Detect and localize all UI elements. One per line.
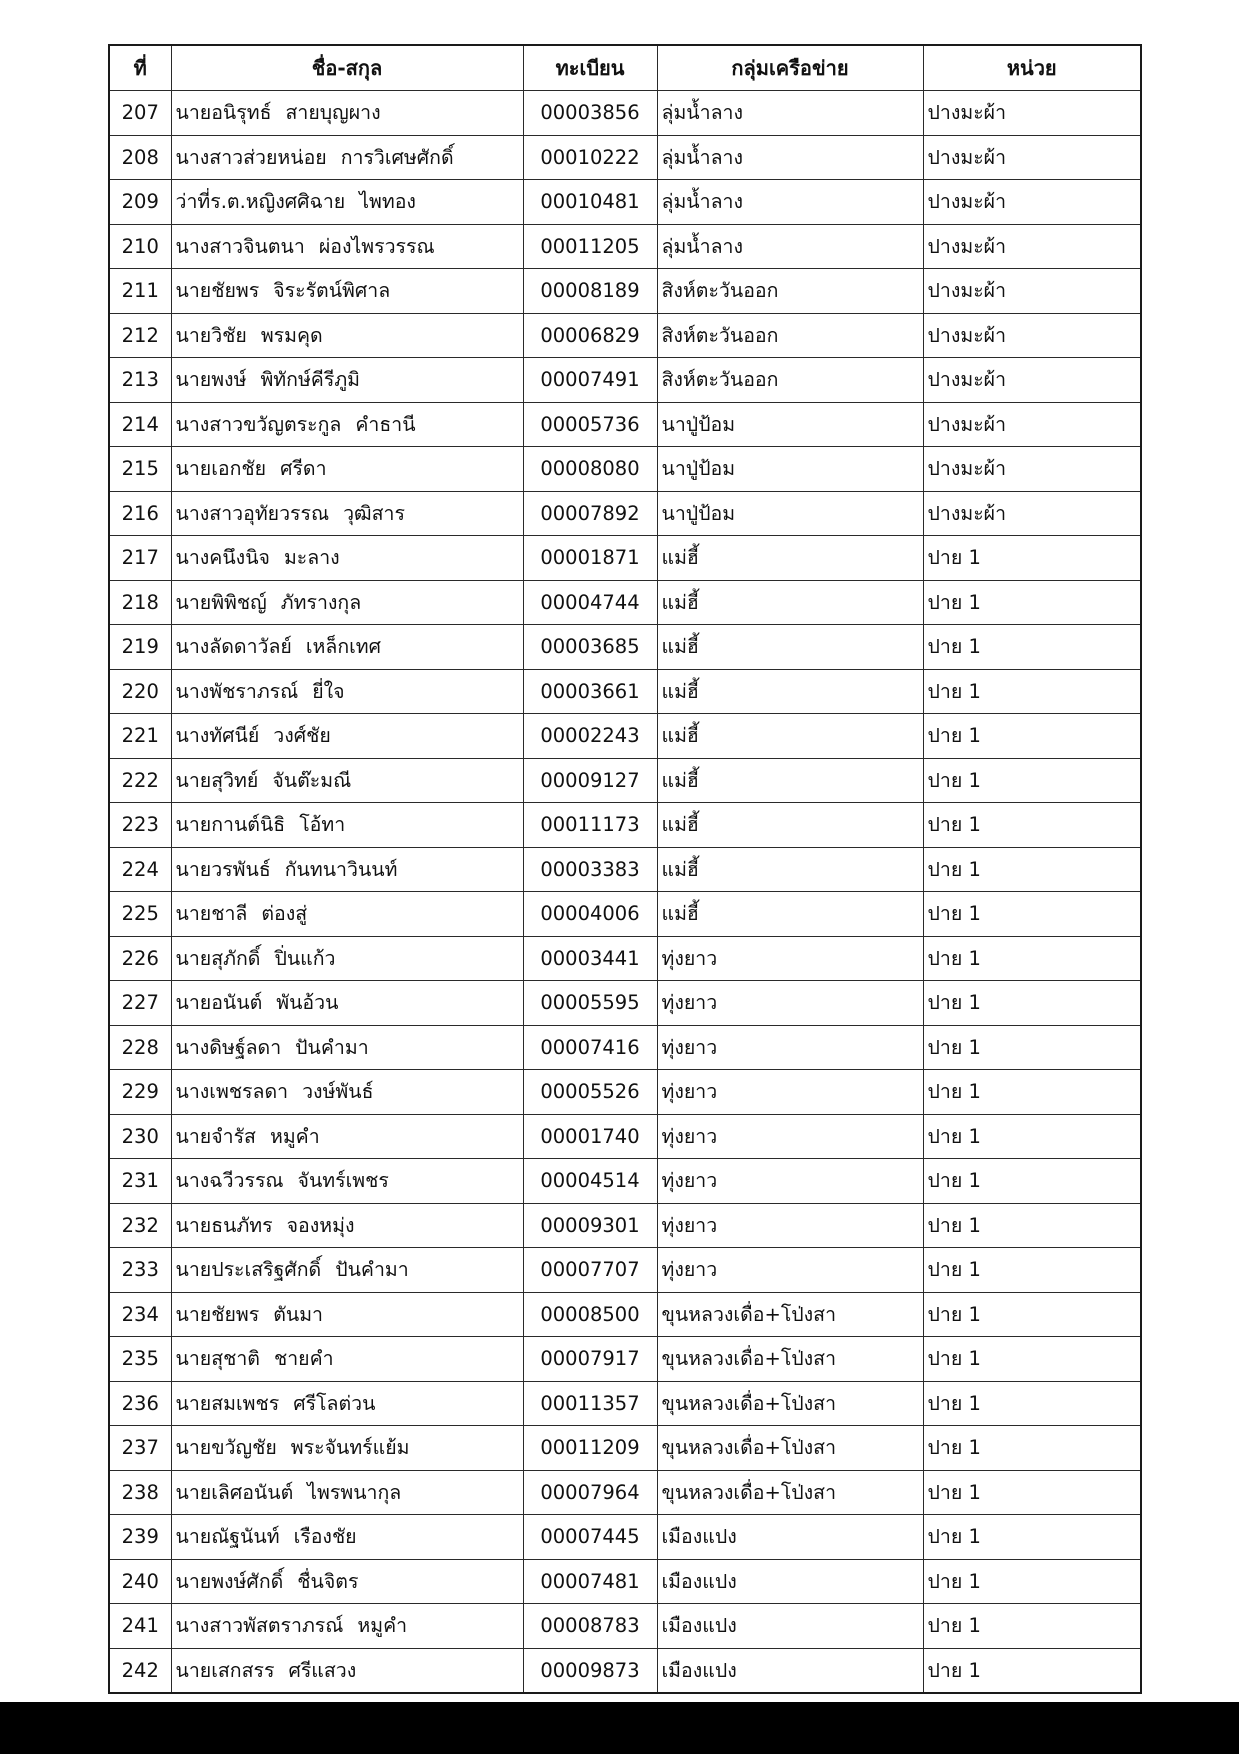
table-row: [109, 1292, 1141, 1337]
last-name: ชื่นจิตร: [297, 1569, 359, 1593]
person-name: [171, 1248, 523, 1293]
first-name: นางสาวขวัญตระกูล: [175, 412, 342, 436]
table-row: [109, 1604, 1141, 1649]
header-no: ที่: [109, 45, 171, 91]
person-name: [171, 91, 523, 136]
network-group: สิงห์ตะวันออก: [657, 269, 923, 314]
first-name: นายชัยพร: [175, 1302, 260, 1326]
table-row: [109, 180, 1141, 225]
row-number: 214: [109, 402, 171, 447]
table-row: [109, 1159, 1141, 1204]
unit-name: ปาย 1: [923, 1025, 1141, 1070]
network-group: ขุนหลวงเดื่อ+โป่งสา: [657, 1426, 923, 1471]
last-name: จันทร์เพชร: [297, 1169, 389, 1192]
first-name: นายเสกสรร: [175, 1658, 275, 1682]
person-name: [171, 580, 523, 625]
first-name: นายจำรัส: [175, 1124, 256, 1148]
last-name: จันต๊ะมณี: [272, 768, 352, 792]
network-group: เมืองแปง: [657, 1648, 923, 1693]
network-group: แม่ฮี้: [657, 625, 923, 670]
last-name: พิทักษ์คีรีภูมิ: [260, 368, 361, 391]
network-group: ลุ่มน้ำลาง: [657, 180, 923, 225]
first-name: นางดิษฐ์ลดา: [175, 1035, 282, 1059]
person-name: [171, 625, 523, 670]
person-name: [171, 1381, 523, 1426]
row-number: 239: [109, 1515, 171, 1560]
row-number: 236: [109, 1381, 171, 1426]
person-name: [171, 358, 523, 403]
header-row: [109, 45, 1141, 91]
table-row: [109, 491, 1141, 536]
unit-name: ปาย 1: [923, 847, 1141, 892]
table-row: [109, 447, 1141, 492]
row-number: 229: [109, 1070, 171, 1115]
network-group: แม่ฮี้: [657, 803, 923, 848]
table-row: [109, 669, 1141, 714]
table-row: [109, 1070, 1141, 1115]
table-row: [109, 358, 1141, 403]
registration-number: 00008500: [523, 1292, 657, 1337]
first-name: นายพิพิชญ์: [175, 590, 267, 614]
last-name: ชายคำ: [273, 1347, 334, 1370]
table-header: [109, 45, 1141, 91]
row-number: 233: [109, 1248, 171, 1293]
unit-name: ปาย 1: [923, 758, 1141, 803]
last-name: ไพรพนากุล: [307, 1480, 402, 1504]
network-group: ขุนหลวงเดื่อ+โป่งสา: [657, 1381, 923, 1426]
table-row: [109, 981, 1141, 1026]
row-number: 217: [109, 536, 171, 581]
row-number: 213: [109, 358, 171, 403]
scan-border-bar: [0, 1702, 1239, 1754]
registration-number: 00004006: [523, 892, 657, 937]
last-name: จิระรัตน์พิศาล: [273, 279, 391, 302]
unit-name: ปาย 1: [923, 936, 1141, 981]
table-row: [109, 936, 1141, 981]
table-row: [109, 1515, 1141, 1560]
person-name: [171, 536, 523, 581]
last-name: เรืองชัย: [293, 1525, 357, 1548]
first-name: นายณัฐนันท์: [175, 1525, 280, 1548]
registration-number: 00011357: [523, 1381, 657, 1426]
table-row: [109, 402, 1141, 447]
table-row: [109, 313, 1141, 358]
unit-name: ปาย 1: [923, 1070, 1141, 1115]
row-number: 210: [109, 224, 171, 269]
table-row: [109, 1381, 1141, 1426]
person-name: [171, 1292, 523, 1337]
network-group: แม่ฮี้: [657, 847, 923, 892]
table-row: [109, 1426, 1141, 1471]
first-name: ว่าที่ร.ต.หญิงศศิฉาย: [175, 190, 346, 213]
last-name: ยี่ใจ: [312, 679, 345, 703]
first-name: นายประเสริฐศักดิ์: [175, 1258, 322, 1281]
first-name: นายอนิรุทธ์: [175, 101, 272, 124]
row-number: 222: [109, 758, 171, 803]
unit-name: ปาย 1: [923, 1381, 1141, 1426]
unit-name: ปาย 1: [923, 892, 1141, 937]
table-row: [109, 803, 1141, 848]
network-group: ขุนหลวงเดื่อ+โป่งสา: [657, 1292, 923, 1337]
network-group: สิงห์ตะวันออก: [657, 313, 923, 358]
table-row: [109, 1559, 1141, 1604]
registration-number: 00004744: [523, 580, 657, 625]
table-row: [109, 625, 1141, 670]
last-name: ตันมา: [273, 1302, 324, 1326]
network-group: นาปู่ป้อม: [657, 402, 923, 447]
unit-name: ปาย 1: [923, 580, 1141, 625]
first-name: นายเลิศอนันต์: [175, 1480, 294, 1504]
last-name: ปันคำมา: [295, 1035, 369, 1059]
network-group: ทุ่งยาว: [657, 1025, 923, 1070]
first-name: นายสุวิทย์: [175, 768, 259, 792]
unit-name: ปาย 1: [923, 803, 1141, 848]
network-group: เมืองแปง: [657, 1559, 923, 1604]
row-number: 219: [109, 625, 171, 670]
last-name: จองหมุ่ง: [286, 1213, 355, 1237]
last-name: วงษ์พันธ์: [302, 1080, 374, 1103]
registration-number: 00007917: [523, 1337, 657, 1382]
row-number: 240: [109, 1559, 171, 1604]
person-name: [171, 402, 523, 447]
registration-number: 00011173: [523, 803, 657, 848]
person-name: [171, 224, 523, 269]
row-number: 232: [109, 1203, 171, 1248]
row-number: 231: [109, 1159, 171, 1204]
network-group: นาปู่ป้อม: [657, 447, 923, 492]
last-name: วงศ์ชัย: [273, 724, 331, 747]
registration-number: 00007445: [523, 1515, 657, 1560]
first-name: นางทัศนีย์: [175, 724, 260, 747]
first-name: นายเอกชัย: [175, 457, 267, 480]
unit-name: ปางมะผ้า: [923, 180, 1141, 225]
network-group: ขุนหลวงเดื่อ+โป่งสา: [657, 1337, 923, 1382]
first-name: นางคนึงนิจ: [175, 546, 270, 569]
person-name: [171, 892, 523, 937]
network-group: แม่ฮี้: [657, 714, 923, 759]
row-number: 227: [109, 981, 171, 1026]
network-group: นาปู่ป้อม: [657, 491, 923, 536]
first-name: นางสาวพัสตราภรณ์: [175, 1614, 344, 1637]
registration-number: 00007892: [523, 491, 657, 536]
registration-number: 00003441: [523, 936, 657, 981]
table-row: [109, 1470, 1141, 1515]
last-name: ปิ่นแก้ว: [274, 946, 336, 970]
table-row: [109, 1248, 1141, 1293]
registration-number: 00004514: [523, 1159, 657, 1204]
person-name: [171, 135, 523, 180]
person-name: [171, 1203, 523, 1248]
unit-name: ปาย 1: [923, 536, 1141, 581]
first-name: นางสาวส่วยหน่อย: [175, 145, 327, 169]
row-number: 216: [109, 491, 171, 536]
row-number: 211: [109, 269, 171, 314]
person-name: [171, 1604, 523, 1649]
network-group: เมืองแปง: [657, 1604, 923, 1649]
table-row: [109, 1203, 1141, 1248]
table-row: [109, 847, 1141, 892]
registration-number: 00007707: [523, 1248, 657, 1293]
unit-name: ปาย 1: [923, 1648, 1141, 1693]
unit-name: ปาย 1: [923, 1426, 1141, 1471]
registration-number: 00006829: [523, 313, 657, 358]
unit-name: ปางมะผ้า: [923, 269, 1141, 314]
unit-name: ปางมะผ้า: [923, 224, 1141, 269]
table-row: [109, 135, 1141, 180]
person-name: [171, 1515, 523, 1560]
row-number: 237: [109, 1426, 171, 1471]
first-name: นางเพชรลดา: [175, 1080, 289, 1103]
unit-name: ปาย 1: [923, 669, 1141, 714]
network-group: ลุ่มน้ำลาง: [657, 91, 923, 136]
person-name: [171, 1470, 523, 1515]
row-number: 238: [109, 1470, 171, 1515]
header-registration: ทะเบียน: [523, 45, 657, 91]
unit-name: ปางมะผ้า: [923, 491, 1141, 536]
first-name: นายวรพันธ์: [175, 857, 271, 881]
unit-name: ปาย 1: [923, 714, 1141, 759]
last-name: หมูคำ: [269, 1124, 320, 1148]
first-name: นายพงษ์ศักดิ์: [175, 1569, 284, 1593]
network-group: เมืองแปง: [657, 1515, 923, 1560]
person-name: [171, 1648, 523, 1693]
registration-number: 00003685: [523, 625, 657, 670]
person-name: [171, 1426, 523, 1471]
network-group: ขุนหลวงเดื่อ+โป่งสา: [657, 1470, 923, 1515]
first-name: นายอนันต์: [175, 991, 263, 1014]
registration-number: 00010222: [523, 135, 657, 180]
registration-number: 00001871: [523, 536, 657, 581]
last-name: สายบุญผาง: [285, 101, 381, 124]
person-name: [171, 803, 523, 848]
table-row: [109, 224, 1141, 269]
table-row: [109, 1025, 1141, 1070]
last-name: โอ้ทา: [299, 813, 346, 836]
row-number: 207: [109, 91, 171, 136]
row-number: 226: [109, 936, 171, 981]
last-name: พระจันทร์แย้ม: [290, 1436, 410, 1459]
network-group: ทุ่งยาว: [657, 1203, 923, 1248]
network-group: แม่ฮี้: [657, 580, 923, 625]
roster-table: [108, 44, 1142, 1694]
unit-name: ปาย 1: [923, 1604, 1141, 1649]
person-name: [171, 1114, 523, 1159]
first-name: นายพงษ์: [175, 368, 247, 391]
unit-name: ปาย 1: [923, 1559, 1141, 1604]
network-group: ทุ่งยาว: [657, 1248, 923, 1293]
network-group: แม่ฮี้: [657, 669, 923, 714]
registration-number: 00007491: [523, 358, 657, 403]
person-name: [171, 936, 523, 981]
unit-name: ปางมะผ้า: [923, 447, 1141, 492]
table-row: [109, 714, 1141, 759]
registration-number: 00003856: [523, 91, 657, 136]
person-name: [171, 1159, 523, 1204]
unit-name: ปาย 1: [923, 1337, 1141, 1382]
registration-number: 00008783: [523, 1604, 657, 1649]
unit-name: ปาย 1: [923, 1159, 1141, 1204]
row-number: 218: [109, 580, 171, 625]
registration-number: 00001740: [523, 1114, 657, 1159]
last-name: คำธานี: [355, 412, 416, 436]
person-name: [171, 1070, 523, 1115]
network-group: แม่ฮี้: [657, 758, 923, 803]
header-name: ชื่อ-สกุล: [171, 45, 523, 91]
row-number: 215: [109, 447, 171, 492]
network-group: ลุ่มน้ำลาง: [657, 224, 923, 269]
row-number: 241: [109, 1604, 171, 1649]
last-name: หมูคำ: [357, 1614, 408, 1637]
table-row: [109, 892, 1141, 937]
person-name: [171, 491, 523, 536]
first-name: นางสาวจินตนา: [175, 234, 305, 258]
network-group: ลุ่มน้ำลาง: [657, 135, 923, 180]
last-name: การวิเศษศักดิ์: [340, 145, 454, 169]
first-name: นายสุชาติ: [175, 1347, 260, 1370]
row-number: 208: [109, 135, 171, 180]
network-group: ทุ่งยาว: [657, 981, 923, 1026]
last-name: ปันคำมา: [335, 1258, 409, 1281]
network-group: ทุ่งยาว: [657, 1114, 923, 1159]
last-name: วุฒิสาร: [343, 501, 405, 525]
registration-number: 00008189: [523, 269, 657, 314]
unit-name: ปางมะผ้า: [923, 135, 1141, 180]
row-number: 221: [109, 714, 171, 759]
registration-number: 00003383: [523, 847, 657, 892]
registration-number: 00011205: [523, 224, 657, 269]
row-number: 223: [109, 803, 171, 848]
row-number: 235: [109, 1337, 171, 1382]
person-name: [171, 1025, 523, 1070]
row-number: 224: [109, 847, 171, 892]
registration-number: 00011209: [523, 1426, 657, 1471]
first-name: นางสาวอุทัยวรรณ: [175, 501, 330, 525]
first-name: นายชัยพร: [175, 279, 260, 302]
network-group: ทุ่งยาว: [657, 1159, 923, 1204]
last-name: ผ่องไพรวรรณ: [318, 234, 435, 258]
table-row: [109, 269, 1141, 314]
unit-name: ปาย 1: [923, 1515, 1141, 1560]
unit-name: ปาย 1: [923, 1248, 1141, 1293]
row-number: 220: [109, 669, 171, 714]
registration-number: 00003661: [523, 669, 657, 714]
table-body: [109, 91, 1141, 1694]
registration-number: 00009301: [523, 1203, 657, 1248]
registration-number: 00005595: [523, 981, 657, 1026]
network-group: แม่ฮี้: [657, 536, 923, 581]
network-group: แม่ฮี้: [657, 892, 923, 937]
last-name: ไพทอง: [359, 190, 416, 213]
table-row: [109, 1337, 1141, 1382]
unit-name: ปาย 1: [923, 1470, 1141, 1515]
person-name: [171, 714, 523, 759]
first-name: นายขวัญชัย: [175, 1436, 277, 1459]
last-name: เหล็กเทศ: [305, 635, 382, 658]
person-name: [171, 1559, 523, 1604]
network-group: สิงห์ตะวันออก: [657, 358, 923, 403]
unit-name: ปางมะผ้า: [923, 313, 1141, 358]
row-number: 230: [109, 1114, 171, 1159]
table-row: [109, 580, 1141, 625]
last-name: พันอ้วน: [276, 991, 339, 1014]
first-name: นางฉวีวรรณ: [175, 1169, 284, 1192]
last-name: ต่องสู่: [261, 902, 308, 925]
unit-name: ปางมะผ้า: [923, 402, 1141, 447]
person-name: [171, 669, 523, 714]
unit-name: ปาย 1: [923, 625, 1141, 670]
registration-number: 00007481: [523, 1559, 657, 1604]
network-group: ทุ่งยาว: [657, 1070, 923, 1115]
table-row: [109, 758, 1141, 803]
registration-number: 00009873: [523, 1648, 657, 1693]
row-number: 242: [109, 1648, 171, 1693]
registration-number: 00002243: [523, 714, 657, 759]
first-name: นายวิชัย: [175, 323, 247, 347]
last-name: มะลาง: [283, 546, 340, 569]
unit-name: ปาย 1: [923, 981, 1141, 1026]
last-name: พรมคุด: [260, 323, 323, 347]
person-name: [171, 180, 523, 225]
registration-number: 00005526: [523, 1070, 657, 1115]
first-name: นายสมเพชร: [175, 1391, 280, 1415]
row-number: 228: [109, 1025, 171, 1070]
registration-number: 00007416: [523, 1025, 657, 1070]
registration-number: 00010481: [523, 180, 657, 225]
person-name: [171, 447, 523, 492]
first-name: นางลัดดาวัลย์: [175, 635, 292, 658]
person-name: [171, 847, 523, 892]
last-name: ศรีดา: [280, 457, 327, 480]
table-row: [109, 91, 1141, 136]
person-name: [171, 1337, 523, 1382]
row-number: 209: [109, 180, 171, 225]
row-number: 212: [109, 313, 171, 358]
registration-number: 00007964: [523, 1470, 657, 1515]
unit-name: ปาย 1: [923, 1114, 1141, 1159]
person-name: [171, 269, 523, 314]
unit-name: ปางมะผ้า: [923, 91, 1141, 136]
network-group: ทุ่งยาว: [657, 936, 923, 981]
row-number: 225: [109, 892, 171, 937]
unit-name: ปาย 1: [923, 1292, 1141, 1337]
unit-name: ปาย 1: [923, 1203, 1141, 1248]
row-number: 234: [109, 1292, 171, 1337]
document-sheet: [108, 44, 1140, 1694]
table-row: [109, 1114, 1141, 1159]
unit-name: ปางมะผ้า: [923, 358, 1141, 403]
first-name: นายชาลี: [175, 902, 248, 925]
first-name: นายกานต์นิธิ: [175, 813, 286, 836]
table-row: [109, 536, 1141, 581]
registration-number: 00008080: [523, 447, 657, 492]
registration-number: 00009127: [523, 758, 657, 803]
table-row: [109, 1648, 1141, 1693]
first-name: นายสุภักดิ์: [175, 946, 261, 970]
person-name: [171, 758, 523, 803]
last-name: กันทนาวินนท์: [284, 857, 398, 881]
last-name: ภัทรางกุล: [280, 590, 362, 614]
first-name: นายธนภัทร: [175, 1213, 273, 1237]
first-name: นางพัชราภรณ์: [175, 679, 299, 703]
last-name: ศรีแสวง: [288, 1658, 357, 1682]
person-name: [171, 313, 523, 358]
registration-number: 00005736: [523, 402, 657, 447]
header-unit: หน่วย: [923, 45, 1141, 91]
person-name: [171, 981, 523, 1026]
header-network-group: กลุ่มเครือข่าย: [657, 45, 923, 91]
last-name: ศรีโลต่วน: [293, 1391, 376, 1415]
